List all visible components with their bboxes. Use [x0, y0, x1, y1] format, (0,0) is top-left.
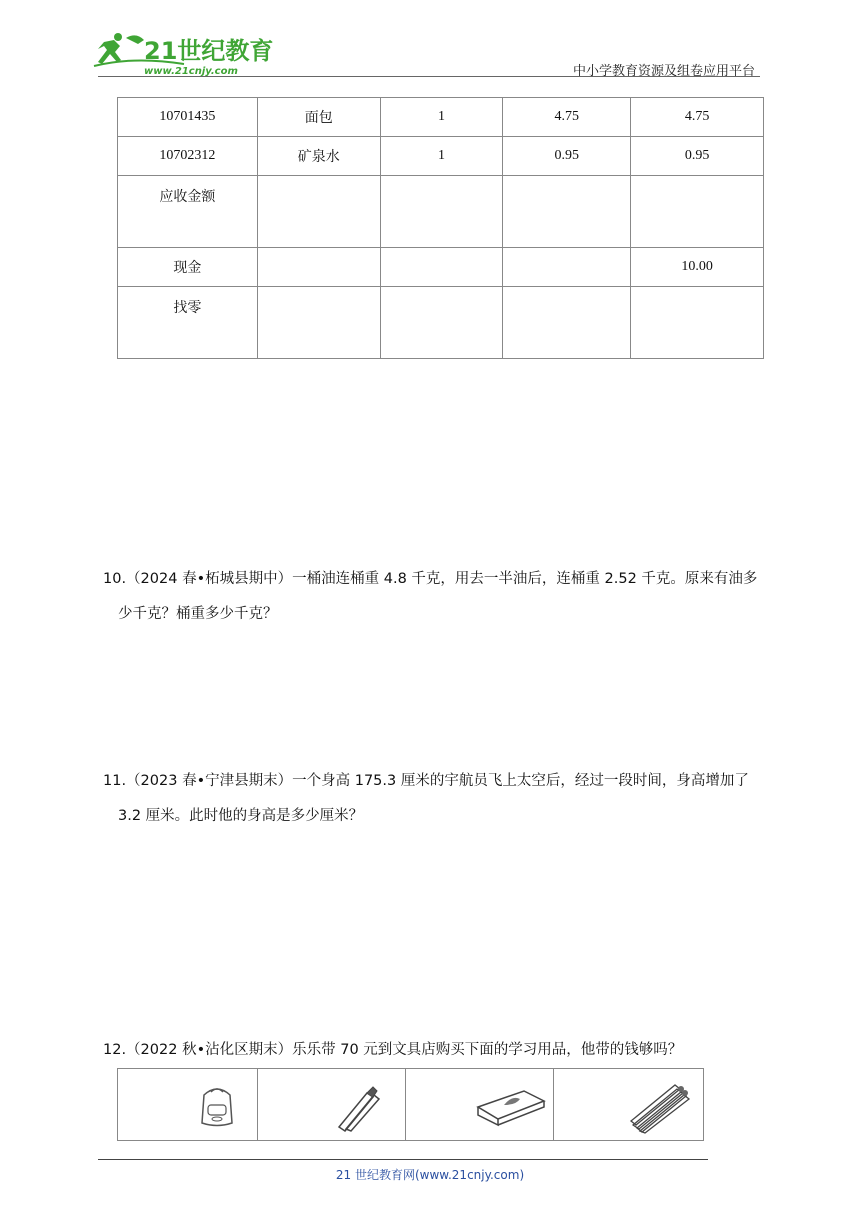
site-logo: [92, 32, 274, 78]
table-cell: [503, 248, 631, 287]
platform-name: 中小学教育资源及组卷应用平台: [572, 64, 755, 79]
question-text: 少千克？桶重多少千克？: [118, 606, 278, 622]
table-row: [118, 248, 764, 287]
table-cell: [631, 287, 764, 359]
question-text: 10.（2024 春•柘城县期中）一桶油连桶重 4.8 千克，用去一半油后，连桶重 2.52 千克。原来有油多: [103, 571, 758, 587]
table-cell: [118, 1069, 258, 1141]
svg-text:www.21cnjy.com: www.21cnjy.com: [144, 66, 238, 77]
table-cell: 4.75: [503, 98, 631, 137]
question-text: 3.2 厘米。此时他的身高是多少厘米？: [118, 808, 364, 824]
table-cell: [257, 287, 380, 359]
table-row: [118, 287, 764, 359]
question-text: 12.（2022 秋•沾化区期末）乐乐带 70 元到文具店购买下面的学习用品，他带的钱够吗？: [103, 1042, 683, 1058]
table-cell: [503, 287, 631, 359]
table-cell: [380, 248, 503, 287]
table-cell: [631, 176, 764, 248]
pencils-icon: [629, 1081, 693, 1133]
question-10: [103, 562, 763, 632]
table-cell: 0.95: [503, 137, 631, 176]
table-cell: 4.75: [631, 98, 764, 137]
table-cell: 10.00: [631, 248, 764, 287]
footer-divider: [98, 1159, 708, 1160]
table-cell: 应收金额: [118, 176, 258, 248]
table-cell: 矿泉水: [257, 137, 380, 176]
table-cell: [380, 176, 503, 248]
table-cell: [554, 1069, 704, 1141]
footer-text: 21 世纪教育网(www.21cnjy.com): [335, 1168, 525, 1182]
table-row: [118, 98, 764, 137]
backpack-icon: [194, 1083, 240, 1129]
table-cell: 现金: [118, 248, 258, 287]
table-row: [118, 1069, 704, 1141]
page-header: [0, 0, 860, 80]
table-cell: [380, 287, 503, 359]
table-cell: 面包: [257, 98, 380, 137]
table-cell: [257, 248, 380, 287]
table-row: [118, 137, 764, 176]
header-divider: [98, 76, 760, 77]
table-cell: 10701435: [118, 98, 258, 137]
question-text: 11.（2023 春•宁津县期末）一个身高 175.3 厘米的宇航员飞上太空后，经过一段时间，身高增加了: [103, 773, 749, 789]
question-12: [103, 1033, 763, 1068]
table-cell: [406, 1069, 554, 1141]
table-cell: [503, 176, 631, 248]
question-11: [103, 764, 763, 834]
table-row: [118, 176, 764, 248]
table-cell: 0.95: [631, 137, 764, 176]
receipt-table: [117, 97, 764, 359]
table-cell: 1: [380, 137, 503, 176]
supplies-table: [117, 1068, 704, 1141]
table-cell: 10702312: [118, 137, 258, 176]
pencil-case-icon: [474, 1085, 550, 1127]
table-cell: 1: [380, 98, 503, 137]
table-cell: 找零: [118, 287, 258, 359]
table-cell: [257, 1069, 406, 1141]
table-cell: [257, 176, 380, 248]
svg-text:21世纪教育: 21世纪教育: [144, 37, 274, 65]
pen-icon: [334, 1083, 382, 1131]
